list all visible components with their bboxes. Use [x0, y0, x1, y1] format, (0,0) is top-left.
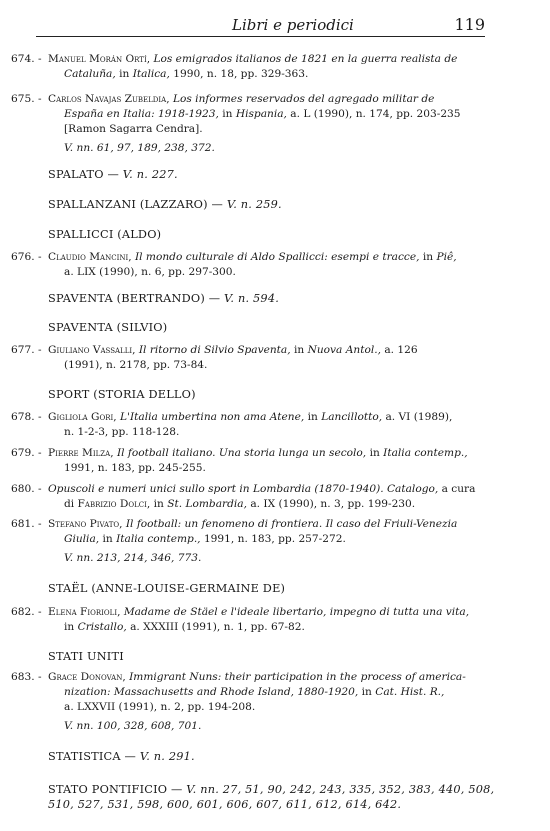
entry-number: 675. -: [11, 93, 42, 105]
entry-title: L'Italia umbertina non ama Atene,: [120, 411, 305, 423]
entry-author: Giuliano Vassalli,: [48, 344, 136, 356]
entry-number: 678. -: [11, 411, 42, 423]
entry-journal: Nuova Antol.,: [307, 344, 381, 356]
entry-line: Cataluña, in Italica, 1990, n. 18, pp. 329-363.: [64, 68, 309, 80]
entry-line: n. 1-2-3, pp. 118-128.: [64, 426, 180, 438]
cross-reference: 510, 527, 531, 598, 600, 601, 606, 607, 611, 612, 614, 642.: [48, 798, 402, 811]
entry-title: Giulia,: [64, 533, 100, 545]
heading-stael: STAËL (ANNE-LOUISE-GERMAINE DE): [48, 582, 286, 595]
entry-journal: Italia contemp.,: [116, 533, 201, 545]
entry-author: Pierre Milza,: [48, 447, 114, 459]
entry-number: 680. -: [11, 483, 42, 495]
running-title: Libri e periodici: [232, 16, 354, 34]
heading-stati-uniti: STATI UNITI: [48, 650, 124, 663]
entry-line: nization: Massachusetts and Rhode Island, 1880-1920, in Cat. Hist. R.,: [64, 686, 445, 698]
entry-author: Stefano Pivato,: [48, 518, 123, 530]
entry-body: [48, 92, 483, 156]
entry-details: a. IX (1990), n. 3, pp. 199-230.: [250, 498, 416, 510]
entry-details: 1991, n. 183, pp. 257-272.: [203, 533, 346, 545]
entry-title: Il ritorno di Silvio Spaventa,: [138, 344, 291, 356]
entry-line: [48, 605, 483, 620]
cross-reference: V. n. 291.: [139, 750, 195, 763]
heading-spallanzani: SPALLANZANI (LAZZARO) — V. n. 259.: [48, 198, 282, 211]
entry-journal: St. Lombardia,: [167, 498, 247, 510]
entry-title: Immigrant Nuns: their participation in the process of america-: [129, 671, 466, 683]
entry-line: Opuscoli e numeri unici sullo sport in Lombardia (1870-1940). Catalogo, a cura: [48, 483, 476, 495]
entry-number: 679. -: [11, 447, 42, 459]
heading-stato-pontificio: STATO PONTIFICIO — V. nn. 27, 51, 90, 242, 243, 335, 352, 383, 440, 508, 510, 527, 531, 598, 600, 601, 606, 607, 611, 612, 614, 642.: [48, 783, 495, 811]
entry-title: Cataluña,: [64, 68, 116, 80]
entry-line: España en Italia: 1918-1923, in Hispania, a. L (1990), n. 174, pp. 203-235: [64, 108, 461, 120]
entry-details: a. XXXIII (1991), n. 1, pp. 67-82.: [130, 621, 305, 633]
entry-details: a. L (1990), n. 174, pp. 203-235: [290, 108, 461, 120]
cross-reference: V. n. 594.: [224, 292, 279, 305]
heading-spaventa-silvio: SPAVENTA (SILVIO): [48, 321, 168, 334]
entry-body: [48, 446, 483, 476]
entry-journal: Italia contemp.,: [383, 447, 468, 459]
entry-line: (1991), n. 2178, pp. 73-84.: [64, 359, 208, 371]
entry-number: 683. -: [11, 671, 42, 683]
heading-statistica: STATISTICA — V. n. 291.: [48, 750, 195, 763]
entry-number: 677. -: [11, 344, 42, 356]
heading-spallicci: SPALLICCI (ALDO): [48, 228, 162, 241]
entry-author: Elena Fiorioli,: [48, 606, 121, 618]
cross-reference: V. nn. 27, 51, 90, 242, 243, 335, 352, 383, 440, 508,: [186, 783, 495, 796]
cross-reference: V. n. 259.: [226, 198, 282, 211]
entry-line: Giulia, in Italia contemp., 1991, n. 183, pp. 257-272.: [64, 533, 346, 545]
entry-title: Il mondo culturale di Aldo Spallicci: esempi e tracce,: [134, 251, 420, 263]
entry-body: [48, 343, 483, 373]
entry-line: Gigliola Gori, L'Italia umbertina non ama Atene, in Lancillotto, a. VI (1989),: [48, 411, 453, 423]
cross-reference: V. nn. 61, 97, 189, 238, 372.: [64, 142, 215, 154]
heading-spaventa-bertrando: SPAVENTA (BERTRANDO) — V. n. 594.: [48, 292, 279, 305]
entry-body: [48, 52, 483, 82]
entry-title: Los informes reservados del agregado militar de: [172, 93, 435, 105]
entry-body: [48, 410, 483, 440]
entry-author: Fabrizio Dolci,: [77, 498, 151, 510]
entry-line: di Fabrizio Dolci, in St. Lombardia, a. IX (1990), n. 3, pp. 199-230.: [64, 498, 416, 510]
cross-reference: V. nn. 100, 328, 608, 701.: [64, 720, 202, 732]
entry-title: Los emigrados italianos de 1821 en la guerra realista de: [153, 53, 458, 65]
entry-author: Grace Donovan,: [48, 671, 126, 683]
cross-reference: V. nn. 213, 214, 346, 773.: [64, 552, 202, 564]
heading-sport: SPORT (STORIA DELLO): [48, 388, 196, 401]
entry-number: 676. -: [11, 251, 42, 263]
entry-body: [48, 670, 483, 734]
entry-number: 681. -: [11, 518, 42, 530]
entry-line: [48, 52, 483, 67]
entry-number: 682. -: [11, 606, 42, 618]
entry-line: a. LXXVII (1991), n. 2, pp. 194-208.: [64, 701, 256, 713]
entry-line: Pierre Milza, Il football italiano. Una storia lunga un secolo, in Italia contemp.,: [48, 447, 468, 459]
entry-body: [48, 250, 483, 280]
entry-title: Opuscoli e numeri unici sullo sport in Lombardia (1870-1940). Catalogo,: [48, 483, 439, 495]
page-number: 119: [454, 15, 485, 34]
entry-body: [48, 605, 483, 635]
page-header: [36, 14, 485, 37]
entry-line: Giuliano Vassalli, Il ritorno di Silvio Spaventa, in Nuova Antol., a. 126: [48, 344, 418, 356]
entry-author: Claudio Mancini,: [48, 251, 132, 263]
entry-journal: Hispania,: [235, 108, 287, 120]
entry-details: 1990, n. 18, pp. 329-363.: [173, 68, 309, 80]
cross-reference: V. n. 227.: [122, 168, 178, 181]
entry-journal: Cristallo,: [77, 621, 127, 633]
entry-journal: Lancillotto,: [321, 411, 383, 423]
entry-title: Madame de Stäel e l'ideale libertario, impegno di tutta una vita,: [123, 606, 470, 618]
entry-details: a. 126: [384, 344, 418, 356]
heading-spalato: SPALATO — V. n. 227.: [48, 168, 178, 181]
entry-title: España en Italia: 1918-1923,: [64, 108, 219, 120]
entry-line: [Ramon Sagarra Cendra].: [64, 123, 203, 135]
entry-line: [48, 517, 483, 532]
entry-author: Carlos Navajas Zubeldia,: [48, 93, 170, 105]
entry-title: nization: Massachusetts and Rhode Island, 1880-1920,: [64, 686, 359, 698]
entry-body: [48, 482, 483, 512]
entry-number: 674. -: [11, 53, 42, 65]
entry-line: 1991, n. 183, pp. 245-255.: [64, 462, 206, 474]
entry-body: [48, 517, 483, 566]
entry-title: Il football italiano. Una storia lunga un secolo,: [116, 447, 367, 459]
entry-line: in Cristallo, a. XXXIII (1991), n. 1, pp. 67-82.: [64, 621, 305, 633]
entry-journal: Cat. Hist. R.,: [375, 686, 445, 698]
entry-author: Manuel Morán Ortí,: [48, 53, 151, 65]
entry-journal: Piê,: [436, 251, 457, 263]
entry-journal: Italica,: [132, 68, 170, 80]
entry-line: Claudio Mancini, Il mondo culturale di Aldo Spallicci: esempi e tracce, in Piê,: [48, 251, 457, 263]
entry-author: Gigliola Gori,: [48, 411, 117, 423]
entry-line: [48, 670, 483, 685]
entry-line: [48, 92, 483, 107]
entry-title: Il football: un fenomeno di frontiera. Il caso del Friuli-Venezia: [125, 518, 458, 530]
entry-details: a. VI (1989),: [385, 411, 453, 423]
entry-line: a. LIX (1990), n. 6, pp. 297-300.: [64, 266, 236, 278]
